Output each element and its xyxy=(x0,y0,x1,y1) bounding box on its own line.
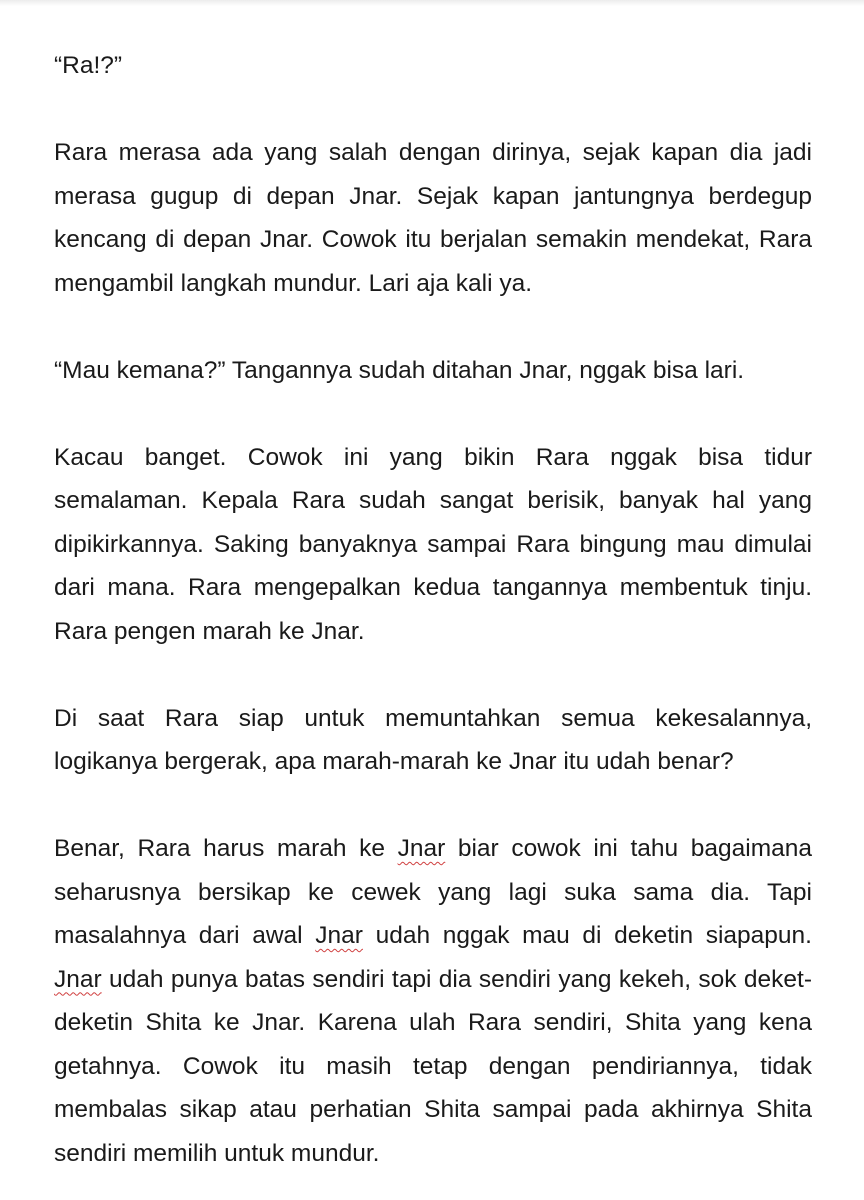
text-run: udah punya batas sendiri tapi dia sendiri yang kekeh, sok deket-deketin Shita ke Jnar. Karena ulah Rara sendiri, Shita yang kena getahnya. Cowok itu masih tetap dengan pendiriannya, tidak membalas sikap atau perhatian Shita sampai pada akhirnya Shita sendiri memilih untuk mundur. xyxy=(54,965,812,1167)
text-run: Benar, Rara harus marah ke xyxy=(54,835,398,862)
spellcheck-word[interactable]: Jnar xyxy=(315,922,363,949)
text-run: Di saat Rara siap untuk memuntahkan semua kekesalannya, logikanya bergerak, apa marah-marah ke Jnar itu udah benar? xyxy=(54,704,812,775)
paragraph-1 xyxy=(54,44,812,88)
text-run: Kacau banget. Cowok ini yang bikin Rara nggak bisa tidur semalaman. Kepala Rara sudah sangat berisik, banyak hal yang dipikirkannya. Saking banyaknya sampai Rara bingung mau dimulai dari mana. Rara mengepalkan kedua tangannya membentuk tinju. Rara pengen marah ke Jnar. xyxy=(54,443,812,645)
spellcheck-word[interactable]: Jnar xyxy=(397,835,446,862)
paragraph-4 xyxy=(54,436,812,654)
paragraph-3 xyxy=(54,349,812,393)
paragraph-5 xyxy=(54,697,812,784)
paragraph-6 xyxy=(54,827,812,1175)
spellcheck-word[interactable]: Jnar xyxy=(54,965,102,993)
text-run: Rara merasa ada yang salah dengan dirinya, sejak kapan dia jadi merasa gugup di depan Jnar. Sejak kapan jantungnya berdegup kencang di depan Jnar. Cowok itu berjalan semakin mendekat, Rara mengambil langkah mundur. Lari aja kali ya. xyxy=(54,139,812,297)
text-run: “Ra!?” xyxy=(54,52,123,79)
top-edge-shadow xyxy=(0,0,864,6)
text-run: biar cowok ini tahu bagaimana seharusnya bersikap ke cewek yang lagi suka sama dia. Tapi masalahnya dari awal xyxy=(54,835,813,949)
text-run: “Mau kemana?” Tangannya sudah ditahan Jnar, nggak bisa lari. xyxy=(54,356,745,384)
paragraph-2 xyxy=(54,131,812,305)
text-run: udah nggak mau di deketin siapapun. xyxy=(362,922,812,949)
document-body xyxy=(54,44,812,1175)
